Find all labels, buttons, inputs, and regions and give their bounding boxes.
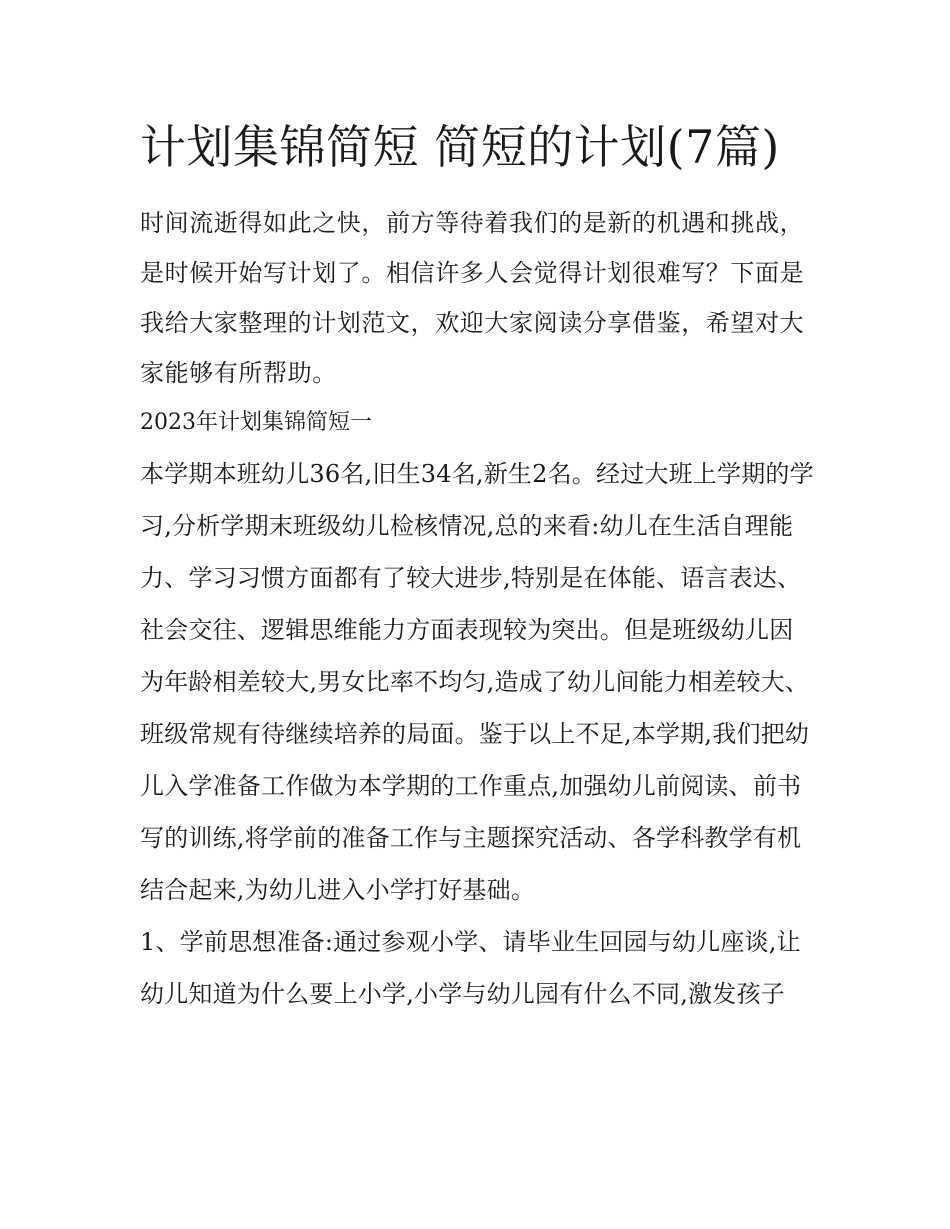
document-title: 计划集锦简短 简短的计划(7篇) — [140, 120, 780, 174]
list-item: 1、学前思想准备:通过参观小学、请毕业生回园与幼儿座谈,让幼儿知道为什么要上小学,小学与幼儿园有什么不同,激发孩子 — [140, 928, 801, 1008]
intro-paragraph: 时间流逝得如此之快，前方等待着我们的是新的机遇和挑战，是时候开始写计划了。相信许多人会觉得计划很难写？下面是我给大家整理的计划范文，欢迎大家阅读分享借鉴，希望对大家能够有所帮助。 — [140, 209, 805, 387]
body-paragraph: 本学期本班幼儿36名,旧生34名,新生2名。经过大班上学期的学习,分析学期末班级幼儿检核情况,总的来看:幼儿在生活自理能力、学习习惯方面都有了较大进步,特别是在体能、语言表达、社会交往、逻辑思维能力方面表现较为突出。但是班级幼儿因为年龄相差较大,男女比率不均匀,造成了幼儿间能力相差较大、班级常规有待继续培养的局面。鉴于以上不足,本学期,我们把幼儿入学准备工作做为本学期的工作重点,加强幼儿前阅读、前书写的训练,将学前的准备工作与主题探究活动、各学科教学有机结合起来,为幼儿进入小学打好基础。 — [140, 460, 814, 904]
document-page — [140, 110, 815, 1020]
section-heading: 2023年计划集锦简短一 — [140, 410, 372, 435]
